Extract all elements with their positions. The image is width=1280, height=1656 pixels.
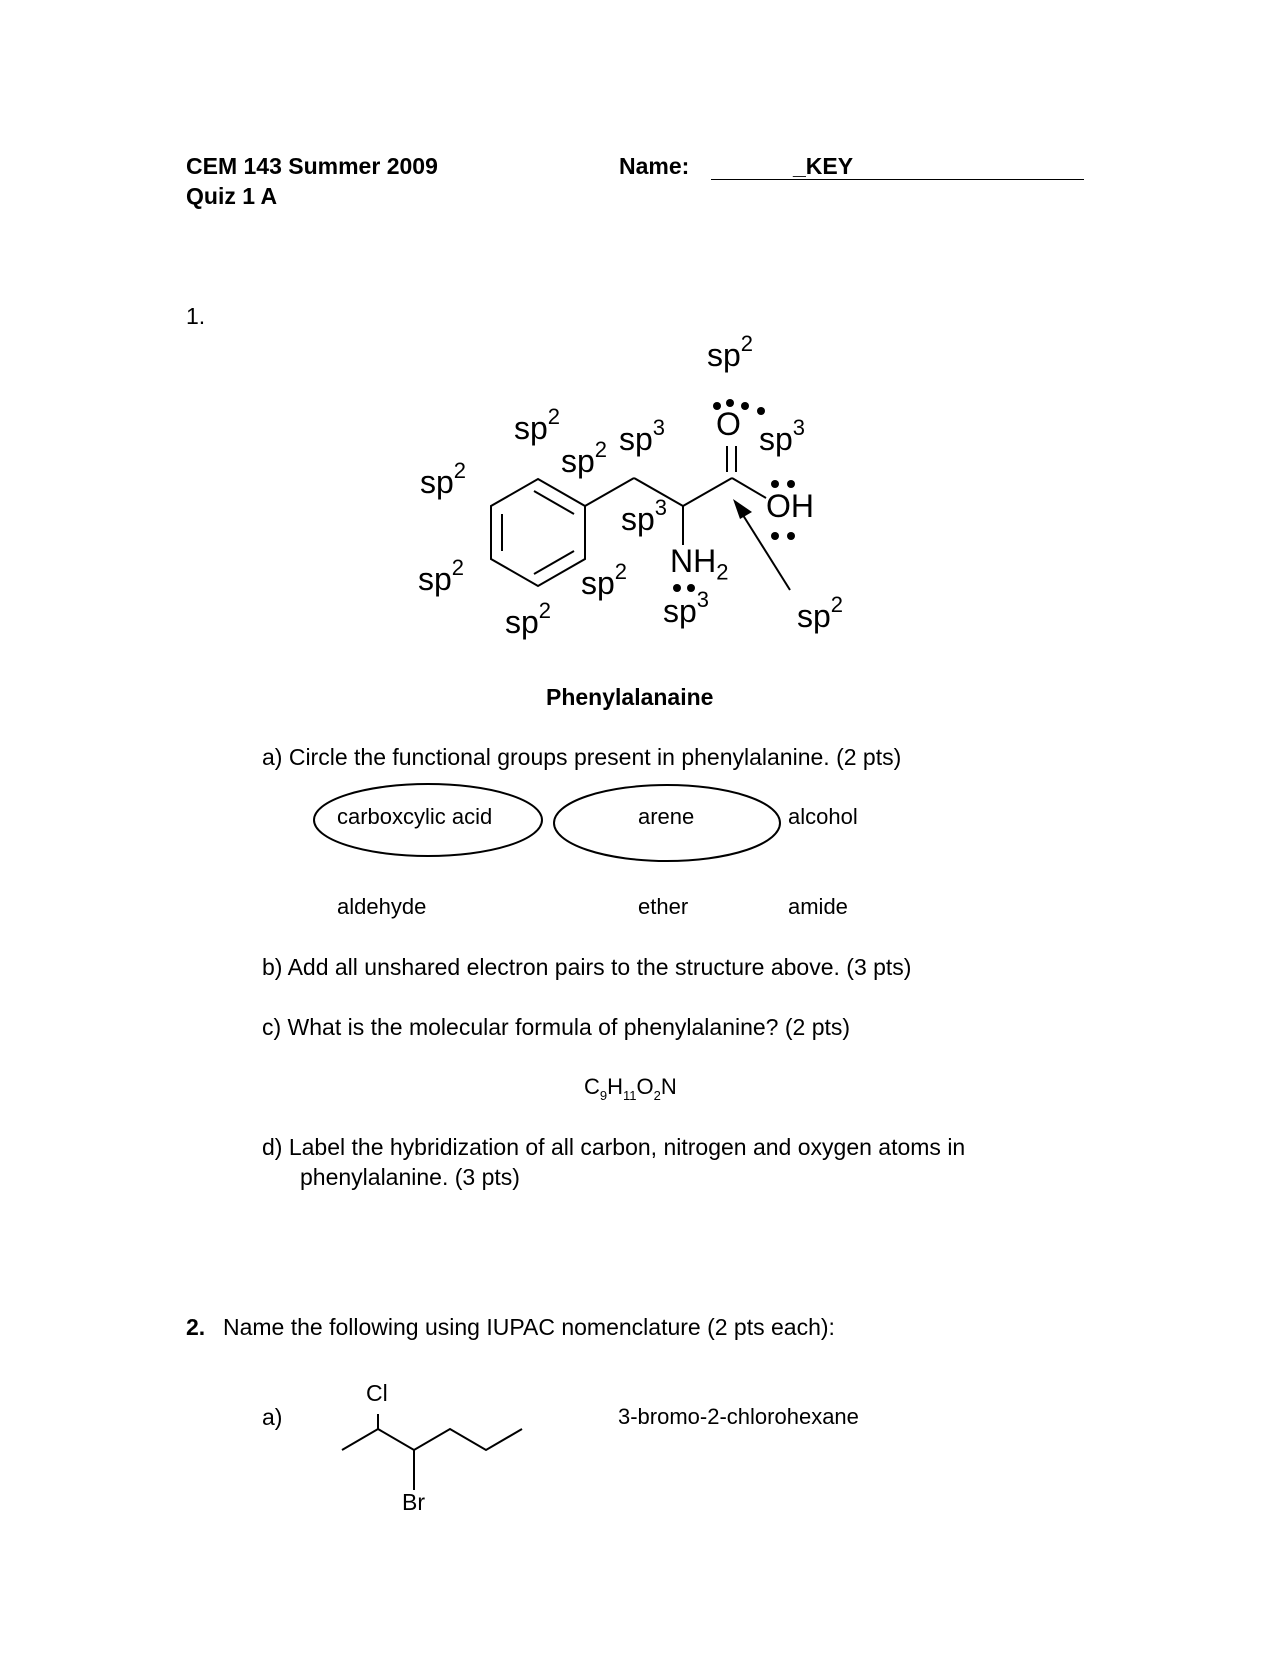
hybridization-label: $sp^3$ <box>759 415 806 457</box>
o-lone-pair <box>757 407 765 415</box>
name-value: _KEY <box>793 153 854 179</box>
o-lone-pair <box>741 402 749 410</box>
molecular-formula: $C_9H_{11}O_2N$ <box>584 1074 677 1103</box>
structure-caption: Phenylalanaine <box>546 684 714 710</box>
option-aldehyde: aldehyde <box>337 894 427 919</box>
ring-double-bond-top <box>534 491 574 514</box>
carbon-chain <box>342 1429 522 1450</box>
option-carboxylic-acid: carboxcylic acid <box>337 804 493 829</box>
question-1-number: 1. <box>186 303 206 329</box>
ring-double-bond-bottom <box>534 551 574 574</box>
hybridization-label: $sp^2$ <box>418 555 465 597</box>
question-2a-answer: 3-bromo-2-chlorohexane <box>618 1404 859 1429</box>
name-label: Name: <box>619 153 690 179</box>
question-1c: c) What is the molecular formula of phenylalanine? (2 pts) <box>262 1014 851 1040</box>
benzene-ring <box>491 479 585 586</box>
amine-nh: NH <box>670 543 717 579</box>
oh-lone-pair <box>771 532 779 540</box>
hybridization-label: $sp^2$ <box>505 598 552 640</box>
option-ether: ether <box>638 894 689 919</box>
amine-group <box>670 543 728 585</box>
hybridization-label: $sp^3$ <box>619 415 666 457</box>
bromine-atom: Br <box>402 1489 425 1515</box>
hybridization-label: $sp^2$ <box>797 592 844 634</box>
hexane-skeleton <box>342 1414 522 1490</box>
alpha-to-carbonyl-bond <box>683 478 732 506</box>
hybridization-label: $sp^2$ <box>514 404 561 446</box>
hybridization-label: $sp^3$ <box>621 495 668 537</box>
question-2a-label: a) <box>262 1404 283 1430</box>
option-arene: arene <box>638 804 695 829</box>
hybridization-label: $sp^2$ <box>561 437 608 479</box>
option-amide: amide <box>788 894 848 919</box>
hydroxyl-group: OH <box>766 488 814 524</box>
c-to-oh-bond <box>732 478 766 498</box>
oxygen-atom: O <box>716 406 741 442</box>
hybridization-label: $sp^3$ <box>663 587 710 629</box>
question-2-number: 2. <box>186 1314 206 1340</box>
question-1d-line2: phenylalanine. (3 pts) <box>300 1164 520 1190</box>
oh-lone-pair <box>787 480 795 488</box>
course-title: CEM 143 Summer 2009 <box>186 153 438 179</box>
arrow-head <box>733 499 752 519</box>
oh-lone-pair <box>771 480 779 488</box>
chlorine-atom: Cl <box>366 1380 388 1406</box>
hybridization-label: $sp^2$ <box>420 458 467 500</box>
hybridization-label: $sp^2$ <box>581 559 628 601</box>
question-1a: a) Circle the functional groups present in phenylalanine. (2 pts) <box>262 744 902 770</box>
hybridization-label: $sp^2$ <box>707 331 754 373</box>
question-1b: b) Add all unshared electron pairs to the structure above. (3 pts) <box>262 954 912 980</box>
quiz-title: Quiz 1 A <box>186 183 278 209</box>
question-1d-line1: d) Label the hybridization of all carbon, nitrogen and oxygen atoms in <box>262 1134 966 1160</box>
oh-lone-pair <box>787 532 795 540</box>
question-2-text: Name the following using IUPAC nomenclature (2 pts each): <box>223 1314 835 1340</box>
amine-subscript: 2 <box>716 559 729 585</box>
option-alcohol: alcohol <box>788 804 858 829</box>
